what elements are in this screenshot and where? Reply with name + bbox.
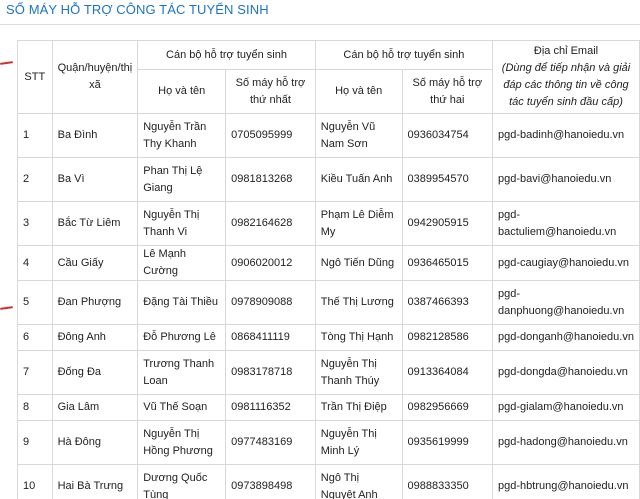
header-email <box>493 41 640 114</box>
cell-email: pgd- danphuong@hanoiedu.vn <box>493 281 640 325</box>
cell-name-second: Ngô Thị Nguyệt Anh <box>315 465 402 499</box>
cell-district: Ba Đình <box>52 114 138 158</box>
cell-phone-first: 0981116352 <box>226 395 316 421</box>
cell-name-second: Thế Thị Lương <box>315 281 402 325</box>
cell-district: Đan Phượng <box>52 281 138 325</box>
cell-district: Cầu Giấy <box>52 246 138 281</box>
cell-phone-second: 0389954570 <box>402 158 492 202</box>
cell-stt: 4 <box>18 246 53 281</box>
table-row <box>18 281 640 325</box>
cell-phone-second: 0936034754 <box>402 114 492 158</box>
cell-name-first: Đặng Tài Thiều <box>138 281 226 325</box>
table-body <box>18 114 640 499</box>
cell-stt: 9 <box>18 421 53 465</box>
annotation-mark <box>0 306 13 310</box>
table-row <box>18 114 640 158</box>
cell-phone-second: 0942905915 <box>402 202 492 246</box>
table-row <box>18 465 640 499</box>
cell-phone-first: 0977483169 <box>226 421 316 465</box>
cell-email: pgd-hbtrung@hanoiedu.vn <box>493 465 640 499</box>
cell-email-rest: bactuliem@hanoiedu.vn <box>498 225 617 238</box>
header-name-second: Họ và tên <box>315 70 402 114</box>
cell-email: pgd-caugiay@hanoiedu.vn <box>493 246 640 281</box>
cell-name-second: Kiều Tuấn Anh <box>315 158 402 202</box>
cell-email: pgd-gialam@hanoiedu.vn <box>493 395 640 421</box>
header-group-second: Cán bộ hỗ trợ tuyển sinh <box>315 41 492 70</box>
cell-name-second: Nguyễn Thị Minh Lý <box>315 421 402 465</box>
cell-phone-first: 0978909088 <box>226 281 316 325</box>
header-email-note: (Dùng để tiếp nhận và giải đáp các thông tin về công tác tuyển sinh đầu cấp) <box>501 62 631 108</box>
cell-name-first: Vũ Thế Soạn <box>138 395 226 421</box>
cell-name-second: Tòng Thị Hạnh <box>315 325 402 351</box>
cell-name-second: Trần Thị Điệp <box>315 395 402 421</box>
table-row <box>18 325 640 351</box>
cell-name-first: Dương Quốc Tùng <box>138 465 226 499</box>
table-row <box>18 246 640 281</box>
cell-stt: 6 <box>18 325 53 351</box>
cell-phone-second: 0982128586 <box>402 325 492 351</box>
header-phone-first: Số máy hỗ trợ thứ nhất <box>226 70 316 114</box>
cell-name-first: Lê Mạnh Cường <box>138 246 226 281</box>
table-row <box>18 421 640 465</box>
cell-district: Hà Đông <box>52 421 138 465</box>
cell-district: Đống Đa <box>52 351 138 395</box>
cell-email: pgd-dongda@hanoiedu.vn <box>493 351 640 395</box>
cell-stt: 8 <box>18 395 53 421</box>
cell-phone-second: 0387466393 <box>402 281 492 325</box>
cell-phone-first: 0868411119 <box>226 325 316 351</box>
header-name-first: Họ và tên <box>138 70 226 114</box>
header-group-first: Cán bộ hỗ trợ tuyển sinh <box>138 41 316 70</box>
cell-name-second: Nguyễn Thị Thanh Thúy <box>315 351 402 395</box>
cell-phone-second: 0988833350 <box>402 465 492 499</box>
table-row <box>18 351 640 395</box>
cell-phone-first: 0981813268 <box>226 158 316 202</box>
table-row <box>18 158 640 202</box>
cell-email-rest: danphuong@hanoiedu.vn <box>498 304 625 317</box>
cell-district: Ba Vì <box>52 158 138 202</box>
cell-name-first: Phan Thị Lệ Giang <box>138 158 226 202</box>
cell-phone-first: 0906020012 <box>226 246 316 281</box>
cell-email: pgd-hadong@hanoiedu.vn <box>493 421 640 465</box>
cell-name-second: Phạm Lê Diễm My <box>315 202 402 246</box>
cell-stt: 7 <box>18 351 53 395</box>
table-row <box>18 202 640 246</box>
annotation-mark <box>0 61 13 65</box>
cell-phone-first: 0705095999 <box>226 114 316 158</box>
cell-phone-second: 0982956669 <box>402 395 492 421</box>
cell-name-first: Đỗ Phương Lê <box>138 325 226 351</box>
cell-email: pgd-badinh@hanoiedu.vn <box>493 114 640 158</box>
cell-name-first: Nguyễn Thị Hồng Phương <box>138 421 226 465</box>
cell-phone-second: 0913364084 <box>402 351 492 395</box>
title-divider <box>0 24 640 25</box>
cell-name-first: Nguyễn Trần Thy Khanh <box>138 114 226 158</box>
cell-name-first: Nguyễn Thị Thanh Vi <box>138 202 226 246</box>
cell-stt: 3 <box>18 202 53 246</box>
support-table <box>17 40 640 499</box>
table-header <box>18 41 640 114</box>
cell-stt: 5 <box>18 281 53 325</box>
cell-name-second: Ngô Tiến Dũng <box>315 246 402 281</box>
cell-email: pgd- bactuliem@hanoiedu.vn <box>493 202 640 246</box>
cell-district: Đông Anh <box>52 325 138 351</box>
header-phone-second: Số máy hỗ trợ thứ hai <box>402 70 492 114</box>
cell-phone-first: 0983178718 <box>226 351 316 395</box>
cell-district: Gia Lâm <box>52 395 138 421</box>
cell-email: pgd-bavi@hanoiedu.vn <box>493 158 640 202</box>
cell-name-first: Trương Thanh Loan <box>138 351 226 395</box>
cell-stt: 2 <box>18 158 53 202</box>
cell-phone-first: 0973898498 <box>226 465 316 499</box>
cell-stt: 1 <box>18 114 53 158</box>
header-stt: STT <box>18 41 53 114</box>
cell-district: Hai Bà Trưng <box>52 465 138 499</box>
cell-email: pgd-donganh@hanoiedu.vn <box>493 325 640 351</box>
cell-phone-second: 0936465015 <box>402 246 492 281</box>
cell-district: Bắc Từ Liêm <box>52 202 138 246</box>
header-district: Quận/huyện/thị xã <box>52 41 138 114</box>
cell-phone-first: 0982164628 <box>226 202 316 246</box>
page-title: SỐ MÁY HỖ TRỢ CÔNG TÁC TUYỂN SINH <box>6 2 269 17</box>
cell-name-second: Nguyễn Vũ Nam Sơn <box>315 114 402 158</box>
cell-phone-second: 0935619999 <box>402 421 492 465</box>
header-email-title: Địa chỉ Email <box>533 45 599 57</box>
cell-stt: 10 <box>18 465 53 499</box>
table-row <box>18 395 640 421</box>
